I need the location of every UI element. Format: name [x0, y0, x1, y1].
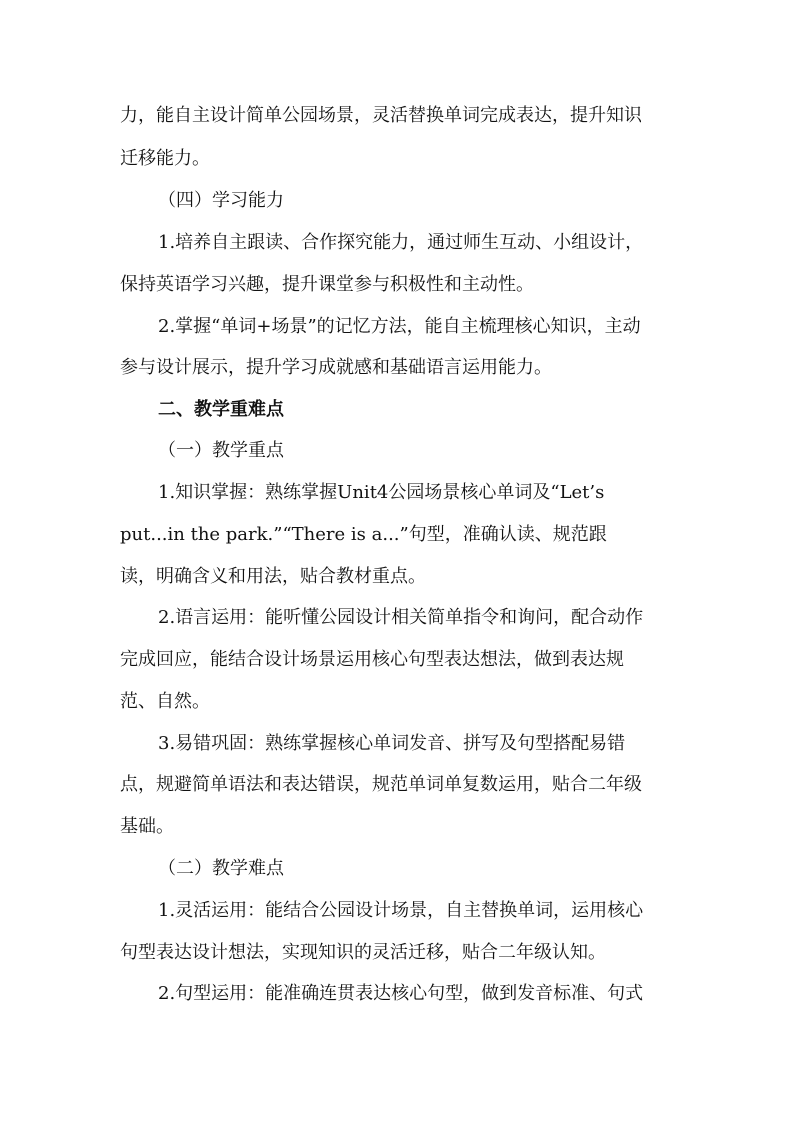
paragraph-line: 1.知识掌握：熟练掌握Unit4公园场景核心单词及“Let’s	[158, 482, 605, 503]
paragraph-line: 2.掌握“单词+场景”的记忆方法，能自主梳理核心知识，主动	[158, 316, 641, 337]
paragraph-line: 力，能自主设计简单公园场景，灵活替换单词完成表达，提升知识	[120, 105, 642, 126]
paragraph-line: 保持英语学习兴趣，提升课堂参与积极性和主动性。	[120, 274, 534, 295]
paragraph-line: 点，规避简单语法和表达错误，规范单词单复数运用，贴合二年级	[120, 774, 642, 795]
section-heading: （二）教学难点	[158, 858, 284, 879]
paragraph-line: 参与设计展示，提升学习成就感和基础语言运用能力。	[120, 357, 552, 378]
chapter-heading: 二、教学重难点	[158, 399, 284, 420]
paragraph-line: put...in the park.”“There is a...”句型，准确认读、规范跟	[120, 524, 607, 545]
paragraph-line: 1.培养自主跟读、合作探究能力，通过师生互动、小组设计，	[158, 232, 644, 253]
paragraph-line: 基础。	[120, 816, 174, 837]
section-heading: （四）学习能力	[158, 190, 284, 211]
paragraph-line: 2.句型运用：能准确连贯表达核心句型，做到发音标准、句式	[158, 983, 644, 1004]
paragraph-line: 读，明确含义和用法，贴合教材重点。	[120, 566, 426, 587]
paragraph-line: 2.语言运用：能听懂公园设计相关简单指令和询问，配合动作	[158, 607, 644, 628]
paragraph-line: 1.灵活运用：能结合公园设计场景，自主替换单词，运用核心	[158, 900, 644, 921]
paragraph-line: 范、自然。	[120, 691, 210, 712]
section-heading: （一）教学重点	[158, 440, 284, 461]
paragraph-line: 迁移能力。	[120, 148, 210, 169]
paragraph-line: 3.易错巩固：熟练掌握核心单词发音、拼写及句型搭配易错	[158, 733, 626, 754]
paragraph-line: 句型表达设计想法，实现知识的灵活迁移，贴合二年级认知。	[120, 942, 606, 963]
paragraph-line: 完成回应，能结合设计场景运用核心句型表达想法，做到表达规	[120, 649, 624, 670]
